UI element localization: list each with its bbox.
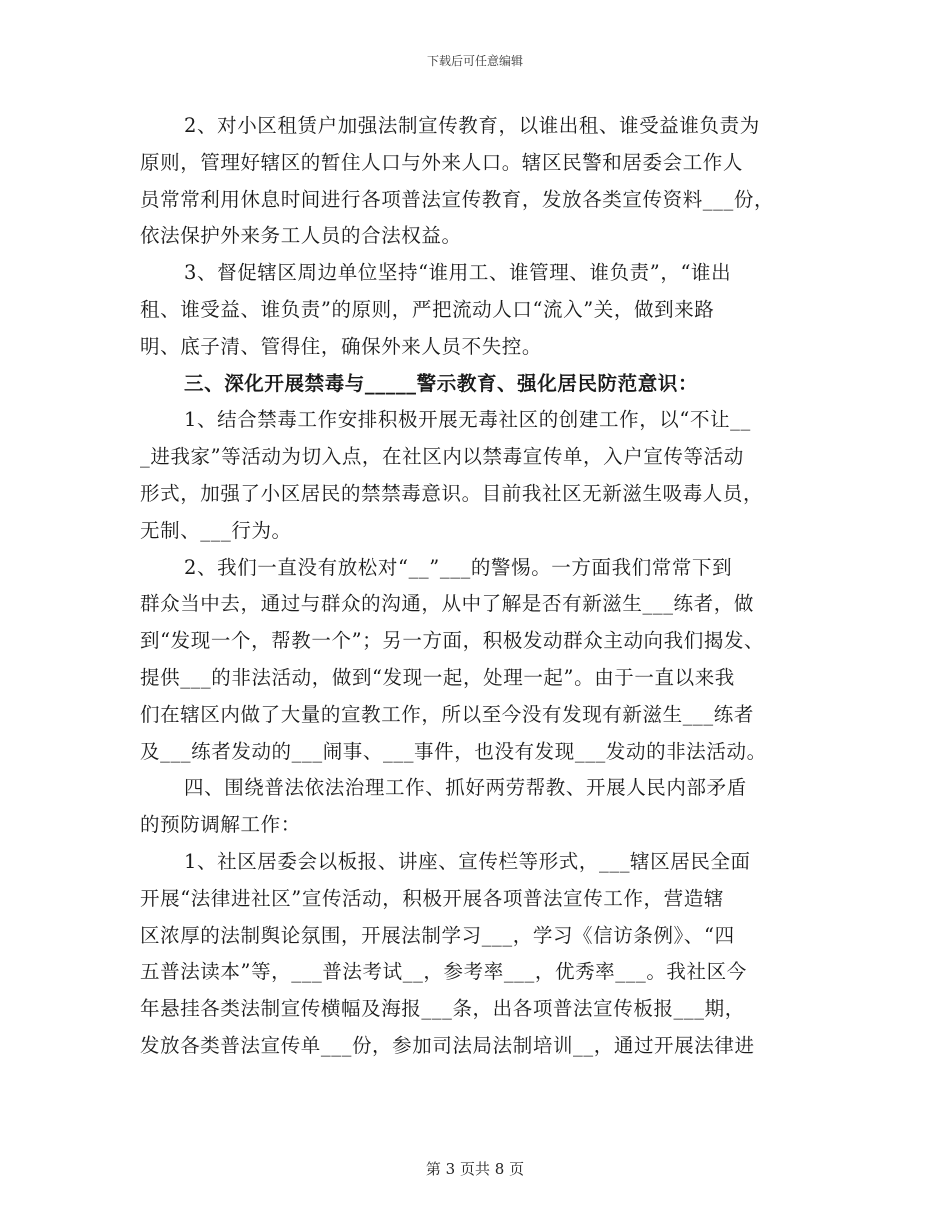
paragraph-line: 的预防调解工作： bbox=[140, 813, 301, 837]
paragraph-line: 租、谁受益、谁负责”的原则，严把流动人口“流入”关，做到来路 bbox=[140, 297, 715, 321]
page-header: 下载后可任意编辑 bbox=[426, 54, 523, 68]
paragraph-line: 1、结合禁毒工作安排积极开展无毒社区的创建工作，以“不让__ bbox=[184, 408, 751, 432]
paragraph-line: 开展“法律进社区”宣传活动，积极开展各项普法宣传工作，营造辖 bbox=[140, 886, 724, 910]
page-footer: 第 3 页共 8 页 bbox=[425, 1160, 525, 1178]
paragraph-line: 形式，加强了小区居民的禁禁毒意识。目前我社区无新滋生吸毒人员， bbox=[140, 481, 764, 505]
paragraph-line: 年悬挂各类法制宣传横幅及海报___条，出各项普法宣传板报___期， bbox=[140, 997, 745, 1021]
paragraph-line: 无制、___行为。 bbox=[140, 518, 292, 542]
paragraph-line: _进我家”等活动为切入点，在社区内以禁毒宣传单，入户宣传等活动 bbox=[140, 445, 744, 469]
paragraph-line: 四、围绕普法依法治理工作、抓好两劳帮教、开展人民内部矛盾 bbox=[184, 776, 747, 800]
paragraph-line: 发放各类普法宣传单___份，参加司法局法制培训__，通过开展法律进 bbox=[140, 1033, 755, 1057]
document-body bbox=[140, 108, 815, 1065]
paragraph-line: 2、对小区租赁户加强法制宣传教育，以谁出租、谁受益谁负责为 bbox=[184, 114, 760, 137]
paragraph-line: 五普法读本”等，___普法考试__，参考率___，优秀率___。我社区今 bbox=[140, 960, 747, 984]
paragraph-line: 2、我们一直没有放松对“__”___的警惕。一方面我们常常下到 bbox=[184, 555, 733, 579]
paragraph-line: 明、底子清、管得住，确保外来人员不失控。 bbox=[140, 334, 543, 358]
paragraph-line: 们在辖区内做了大量的宣教工作，所以至今没有发现有新滋生___练者 bbox=[140, 702, 754, 726]
paragraph-line: 区浓厚的法制舆论氛围，开展法制学习___，学习《信访条例》、“四 bbox=[140, 923, 735, 947]
paragraph-line: 原则，管理好辖区的暂住人口与外来人口。辖区民警和居委会工作人 bbox=[140, 150, 744, 174]
paragraph-line: 1、社区居委会以板报、讲座、宣传栏等形式，___辖区居民全面 bbox=[184, 849, 751, 873]
paragraph-line: 依法保护外来务工人员的合法权益。 bbox=[140, 224, 462, 248]
section-heading-line: 三、深化开展禁毒与_____警示教育、强化居民防范意识： bbox=[184, 371, 699, 395]
paragraph-line: 提供___的非法活动，做到“发现一起，处理一起”。由于一直以来我 bbox=[140, 665, 735, 689]
paragraph-line: 到“发现一个，帮教一个”；另一方面，积极发动群众主动向我们揭发、 bbox=[140, 629, 765, 653]
paragraph-line: 群众当中去，通过与群众的沟通，从中了解是否有新滋生___练者，做 bbox=[140, 592, 754, 616]
paragraph-line: 及___练者发动的___闹事、___事件，也没有发现___发动的非法活动。 bbox=[140, 739, 767, 763]
paragraph-line: 员常常利用休息时间进行各项普法宣传教育，发放各类宣传资料___份， bbox=[140, 187, 775, 211]
paragraph-line: 3、督促辖区周边单位坚持“谁用工、谁管理、谁负责”，“谁出 bbox=[184, 261, 732, 285]
